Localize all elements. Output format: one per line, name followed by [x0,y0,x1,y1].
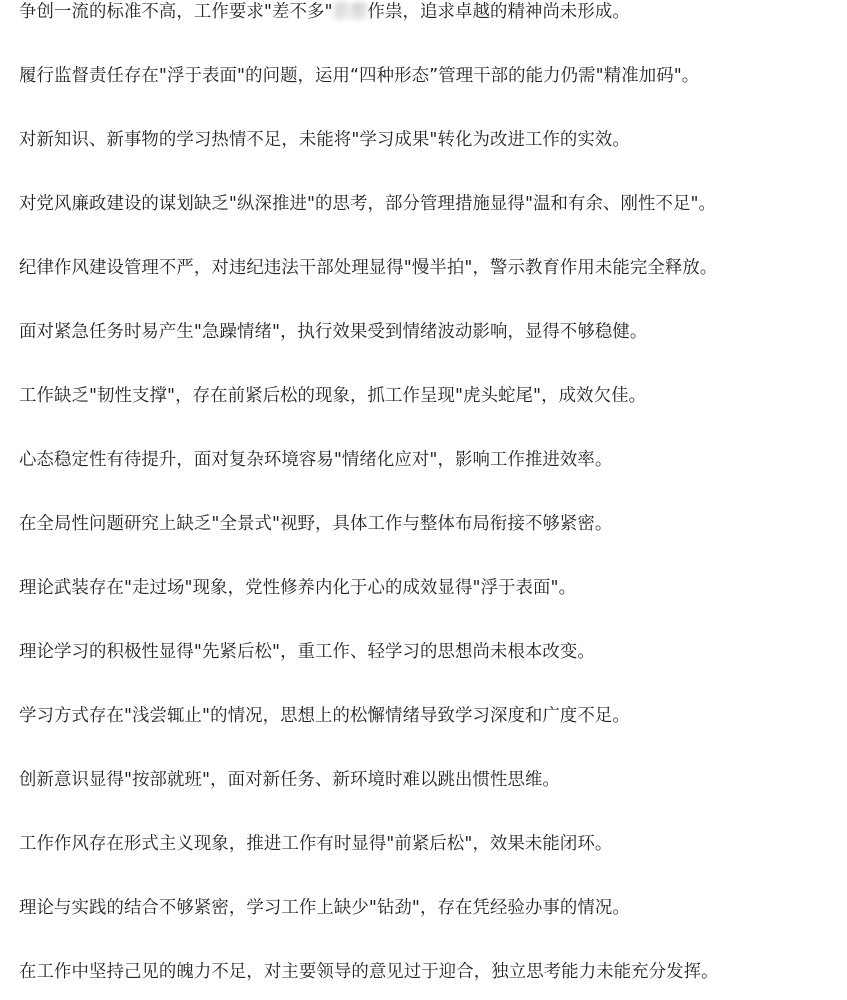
paragraph: 面对紧急任务时易产生"急躁情绪"，执行效果受到情绪波动影响，显得不够稳健。 [19,322,648,342]
paragraph: 创新意识显得"按部就班"，面对新任务、新环境时难以跳出惯性思维。 [19,770,560,790]
paragraph: 纪律作风建设管理不严，对违纪违法干部处理显得"慢半拍"，警示教育作用未能完全释放。 [19,258,718,278]
paragraph: 理论与实践的结合不够紧密，学习工作上缺少"钻劲"，存在凭经验办事的情况。 [19,898,630,918]
paragraph-text-end: 作祟，追求卓越的精神尚未形成。 [367,2,630,22]
paragraph: 对党风廉政建设的谋划缺乏"纵深推进"的思考，部分管理措施显得"温和有余、刚性不足"。 [19,194,717,214]
paragraph: 履行监督责任存在"浮于表面"的问题，运用“四种形态”管理干部的能力仍需"精准加码"。 [19,66,700,86]
paragraph: 对新知识、新事物的学习热情不足，未能将"学习成果"转化为改进工作的实效。 [19,130,630,150]
paragraph: 学习方式存在"浅尝辄止"的情况，思想上的松懈情绪导致学习深度和广度不足。 [19,706,630,726]
paragraph: 工作缺乏"韧性支撑"，存在前紧后松的现象，抓工作呈现"虎头蛇尾"，成效欠佳。 [19,386,647,406]
paragraph: 在全局性问题研究上缺乏"全景式"视野，具体工作与整体布局衔接不够紧密。 [19,514,613,534]
paragraph-text-start: 争创一流的标准不高，工作要求"差不多" [19,2,333,22]
paragraph: 在工作中坚持己见的魄力不足，对主要领导的意见过于迎合，独立思考能力未能充分发挥。 [19,962,719,982]
paragraph: 理论武装存在"走过场"现象，党性修养内化于心的成效显得"浮于表面"。 [19,578,577,598]
obscured-text: 思想 [332,2,368,22]
paragraph: 工作作风存在形式主义现象，推进工作有时显得"前紧后松"，效果未能闭环。 [19,834,613,854]
paragraph [19,0,839,24]
paragraph: 理论学习的积极性显得"先紧后松"，重工作、轻学习的思想尚未根本改变。 [19,642,595,662]
paragraph: 心态稳定性有待提升，面对复杂环境容易"情绪化应对"，影响工作推进效率。 [19,450,613,470]
